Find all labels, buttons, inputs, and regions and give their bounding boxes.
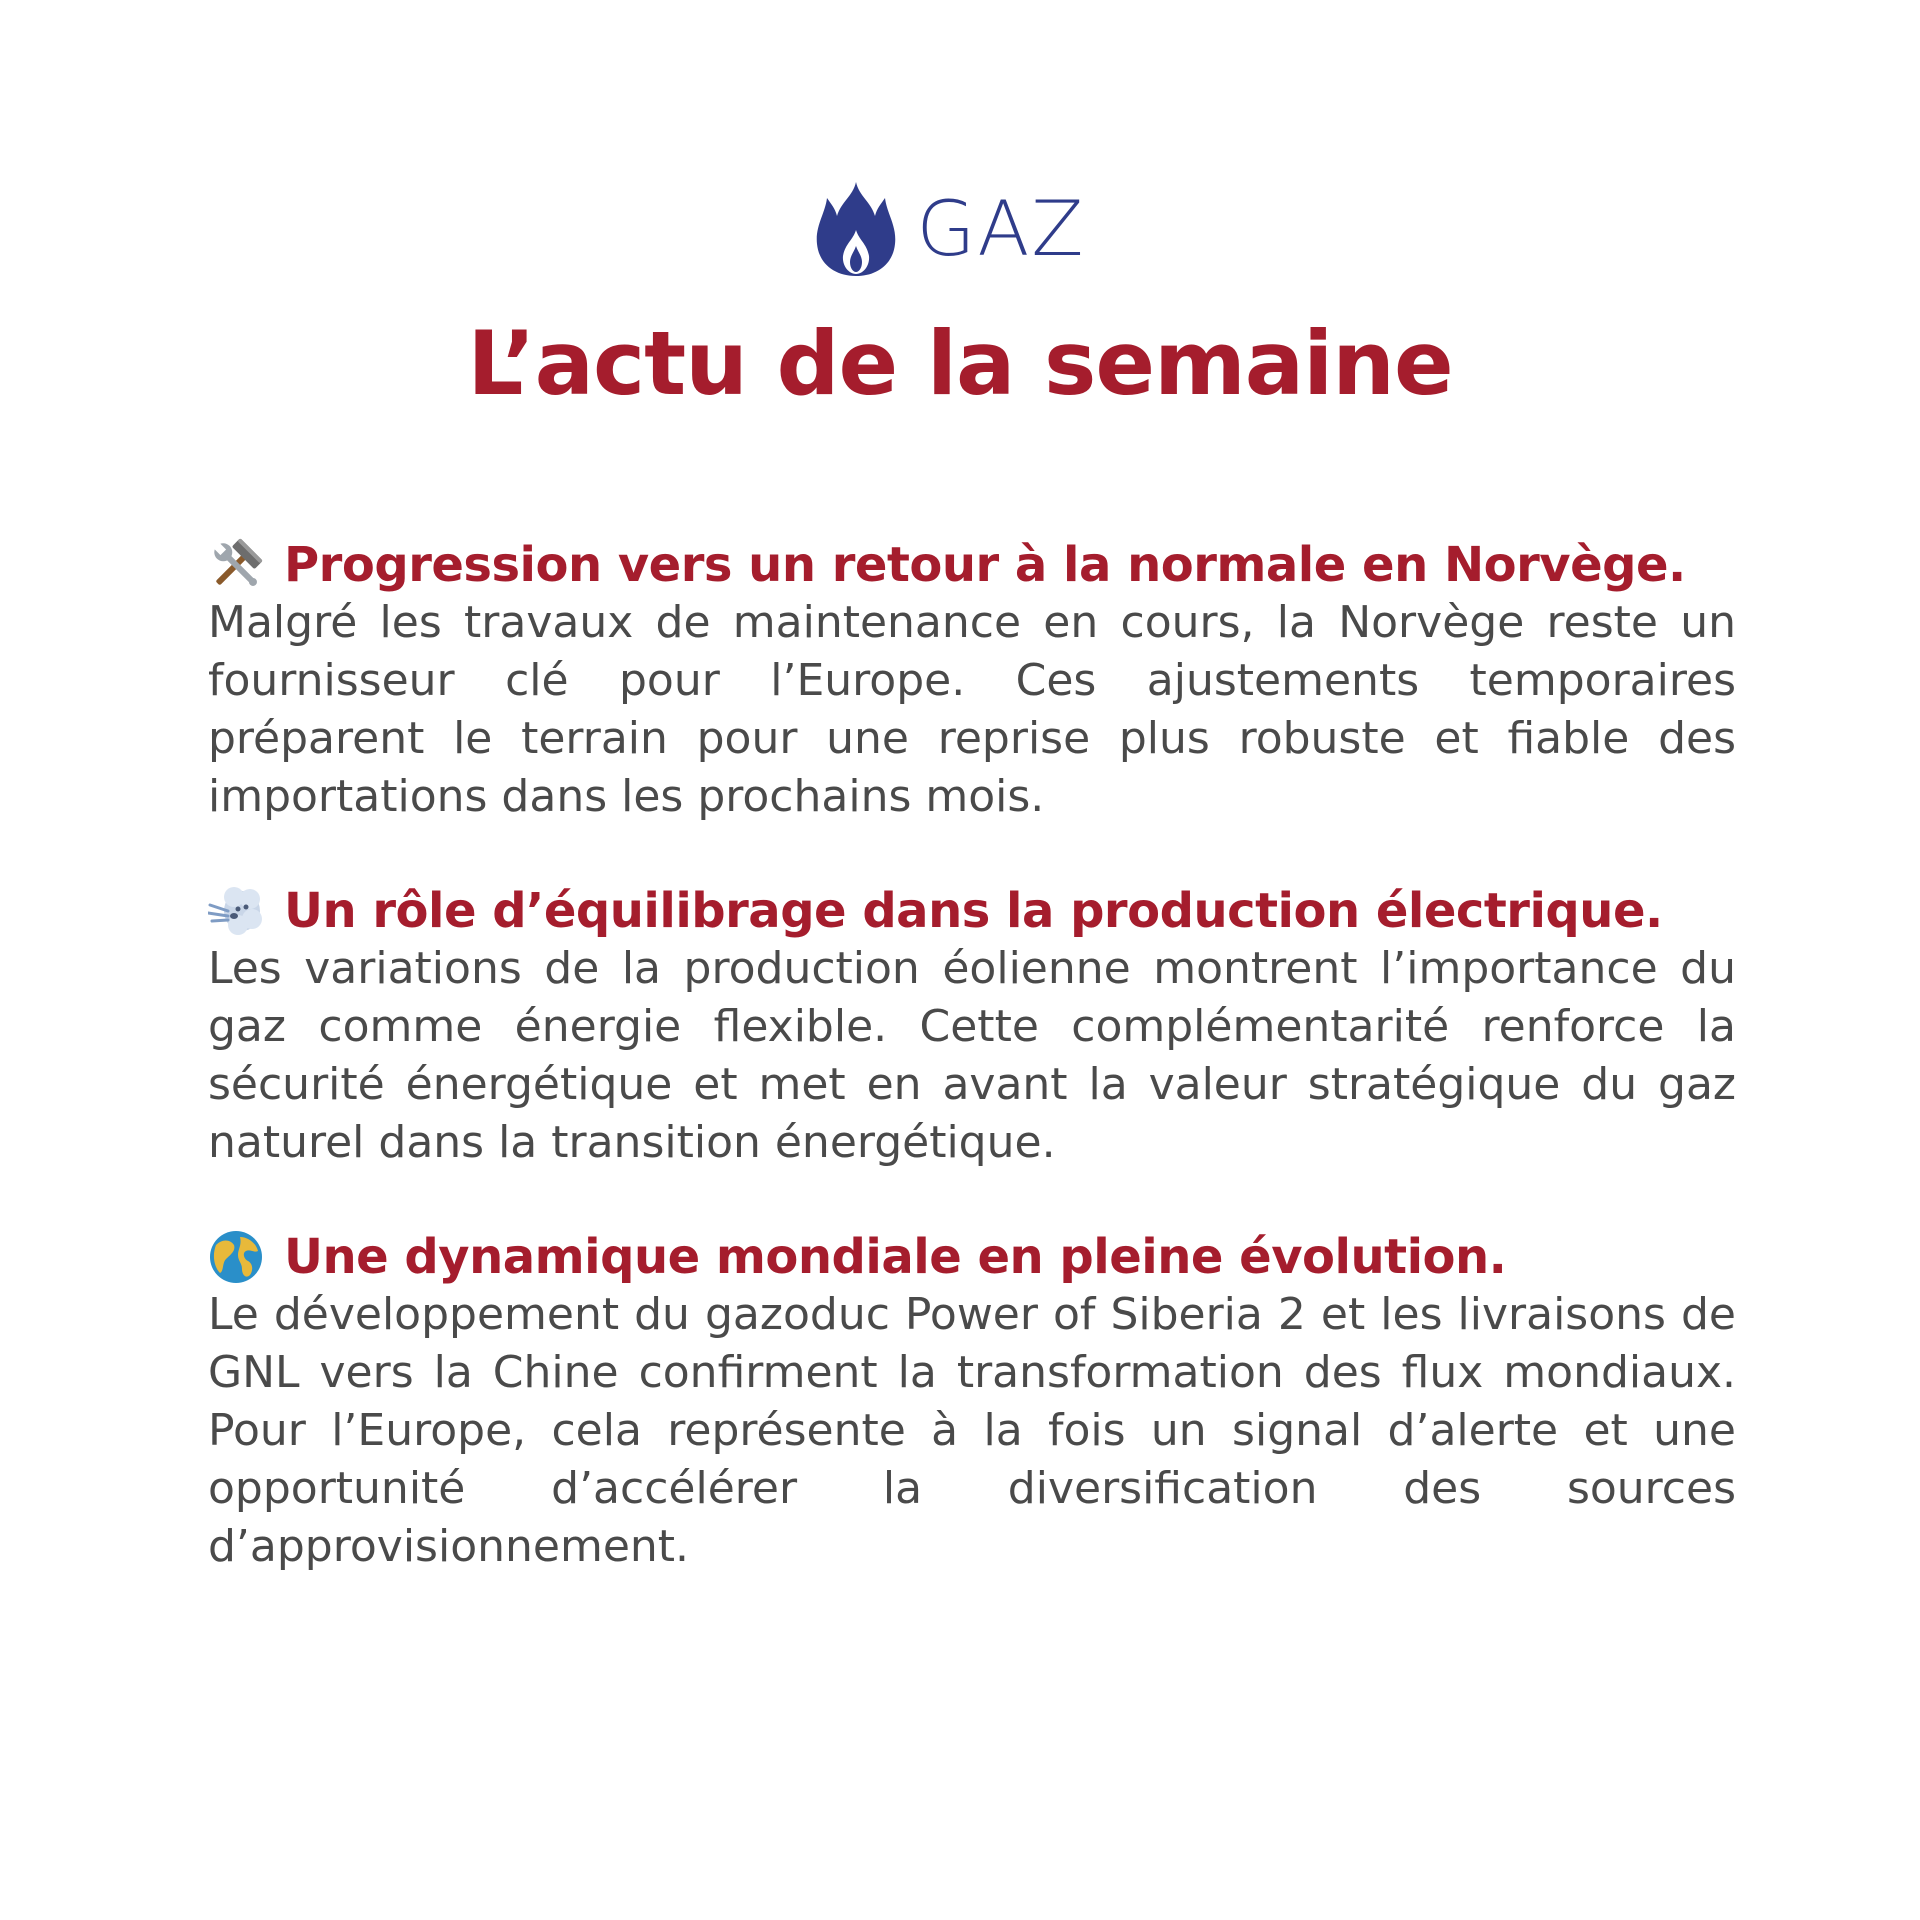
news-item <box>208 882 1736 1172</box>
page-title: L’actu de la semaine <box>467 312 1453 415</box>
news-item <box>208 1228 1736 1576</box>
globe-icon <box>208 1229 264 1285</box>
news-item-body: Malgré les travaux de maintenance en cours, la Norvège reste un fournisseur clé pour l’Europe. Ces ajustements temporaires préparent le terrain pour une reprise plus robuste et fiable des importations dans les prochains mois. <box>208 597 1736 822</box>
news-item <box>208 536 1736 826</box>
news-item-header <box>208 1228 1736 1286</box>
news-item-header <box>208 536 1736 594</box>
news-item-title: Un rôle d’équilibrage dans la production électrique. <box>284 883 1663 939</box>
news-sections <box>208 536 1736 1632</box>
news-item-title: Une dynamique mondiale en pleine évolution. <box>284 1229 1507 1285</box>
hammer-and-wrench-icon <box>208 537 264 593</box>
news-item-body: Les variations de la production éolienne montrent l’importance du gaz comme énergie flexible. Cette complémentarité renforce la sécurité énergétique et met en avant la valeur stratégique du gaz naturel dans la transition énergétique. <box>208 943 1736 1168</box>
brand <box>0 180 1920 278</box>
header <box>0 180 1920 415</box>
brand-name: GAZ <box>916 184 1086 273</box>
flame-icon <box>815 180 897 278</box>
news-item-title: Progression vers un retour à la normale en Norvège. <box>284 537 1686 593</box>
news-item-header <box>208 882 1736 940</box>
wind-face-icon <box>208 883 264 939</box>
news-item-body: Le développement du gazoduc Power of Siberia 2 et les livraisons de GNL vers la Chine confirment la transformation des flux mondiaux. Pour l’Europe, cela représente à la fois un signal d’alerte et une opportunité d’accélérer la diversification des sources d’approvisionnement. <box>208 1289 1736 1572</box>
